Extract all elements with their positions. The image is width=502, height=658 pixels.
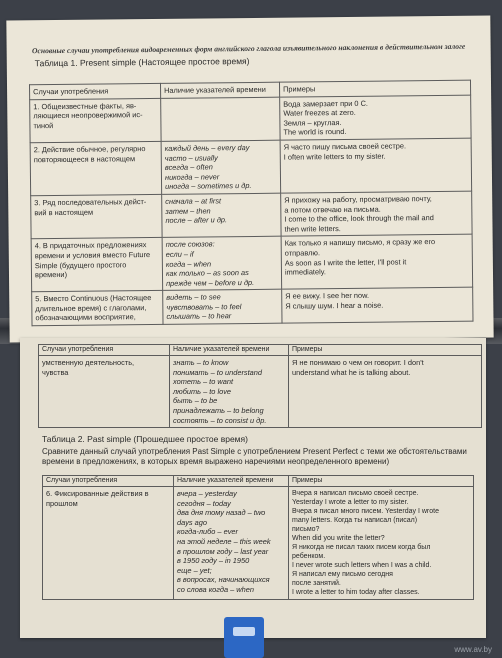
- cell-line: иногда – sometimes и др.: [165, 181, 252, 192]
- cell-line: Я не понимаю о чем он говорит. I don't: [292, 358, 424, 367]
- cell-line: then write letters.: [284, 223, 341, 234]
- markers-cell: [161, 140, 281, 194]
- markers-cell: [162, 236, 282, 290]
- cell-line: времени и условия вместо Future: [34, 249, 151, 261]
- header-cell: Наличие указателей времени: [170, 345, 289, 356]
- cell-line: отправлю.: [284, 248, 321, 258]
- cell-line: принадлежать – to belong: [173, 405, 264, 415]
- table1-continued-header: [39, 345, 482, 356]
- table2-header-row: [43, 476, 474, 487]
- cell-line: после союзов:: [165, 239, 215, 250]
- cell-line: быть – to be: [173, 396, 218, 406]
- cell-line: 2. Действие обычное, регулярно: [33, 144, 146, 155]
- table-row: [31, 191, 472, 239]
- cell-line: 6. Фиксированные действия в: [46, 489, 149, 498]
- cell-line: Я прихожу на работу, просматриваю почту,: [284, 194, 432, 205]
- cell-line: вчера – yesterday: [177, 489, 237, 498]
- table-row: [39, 356, 482, 428]
- header-cell: Примеры: [289, 345, 482, 356]
- watermark: www.av.by: [454, 645, 492, 654]
- cell-line: Water freezes at zero.: [283, 108, 356, 118]
- cell-line: Simple (будущего простого: [34, 259, 127, 270]
- markers-cell: [163, 289, 282, 324]
- cell-line: любить – to love: [173, 386, 232, 396]
- cell-line: после – after и др.: [165, 215, 228, 226]
- header-cell: Наличие указателей времени: [174, 476, 289, 487]
- cell-line: в 1950 году – in 1950: [177, 556, 250, 566]
- cell-line: Я никогда не писал таких писем когда был: [292, 544, 431, 551]
- cell-line: в вопросах, начинающихся: [177, 575, 270, 585]
- cell-line: когда-либо – ever: [177, 527, 238, 537]
- cell-line: после занятий.: [292, 580, 341, 587]
- table2-intro: Сравните данный случай употребления Past Simple с употреблением Present Perfect с теми же обстоятельствами времени в предложениях, в которых время выражено наречиями неопределенного времени): [42, 447, 467, 466]
- cell-line: если – if: [165, 249, 194, 259]
- cell-line: чувства: [42, 367, 69, 377]
- cell-line: Я ее вижу. I see her now.: [285, 291, 370, 301]
- cell-line: два дня тому назад – two: [177, 508, 266, 518]
- header-cell: Случаи употребления: [43, 476, 174, 487]
- cell-line: состоять – to consist и др.: [173, 415, 267, 425]
- examples-cell: [281, 191, 472, 236]
- cell-line: ляющиеся неопровержимой ис-: [33, 110, 143, 121]
- cell-line: days ago: [177, 517, 207, 527]
- bottom-page: [20, 338, 486, 638]
- use-cell: [39, 356, 170, 428]
- table-row: [43, 487, 474, 600]
- table1-continued: [38, 344, 482, 428]
- cell-line: I wrote a letter to him today after classes.: [292, 589, 420, 596]
- cell-line: Как только я напишу письмо, я сразу же его: [284, 237, 436, 248]
- use-cell: [32, 291, 163, 326]
- cell-line: обозначающими восприятие,: [35, 312, 136, 323]
- cell-line: Я слышу шум. I hear a noise.: [285, 300, 384, 311]
- table-row: [32, 287, 473, 325]
- cell-line: всегда – often: [164, 162, 213, 173]
- cell-line: 1. Общеизвестные факты, яв-: [33, 100, 137, 111]
- cell-line: повторяющееся в настоящем: [33, 153, 136, 164]
- cell-line: Я часто пишу письма своей сестре.: [283, 141, 407, 152]
- cell-line: прежде чем – before и др.: [166, 277, 255, 288]
- cell-line: чувствовать – to feel: [166, 301, 242, 312]
- cell-line: времени): [34, 270, 68, 280]
- cell-line: Yesterday I wrote a letter to my sister.: [292, 499, 409, 506]
- table1-body: [30, 95, 473, 326]
- table1: [29, 80, 474, 327]
- use-cell: [31, 238, 163, 292]
- cell-line: в прошлом году – last year: [177, 546, 269, 556]
- cell-line: тиной: [33, 120, 54, 131]
- markers-cell: [170, 356, 289, 428]
- examples-cell: [289, 487, 474, 600]
- cell-line: как только – as soon as: [165, 268, 249, 278]
- cell-line: знать – to know: [173, 358, 229, 367]
- cell-line: understand what he is talking about.: [292, 367, 411, 377]
- table-row: [30, 95, 471, 143]
- cell-line: затем – then: [165, 205, 211, 216]
- use-cell: [31, 194, 162, 239]
- header-cell: Случаи употребления: [39, 345, 170, 356]
- cell-line: сначала – at first: [165, 196, 222, 206]
- cell-line: слышать – to hear: [166, 311, 232, 322]
- header-cell: Случаи употребления: [30, 83, 161, 99]
- examples-cell: [281, 234, 473, 289]
- cell-line: I come to the office, look through the mail and: [284, 213, 434, 224]
- cell-line: длительное время) с глаголами,: [35, 302, 147, 314]
- page-heading: Основные случаи употребления видовременных форм английского глагола изъявительного наклонения в действительном залоге: [31, 41, 466, 56]
- use-cell: [43, 487, 174, 600]
- cell-line: письмо?: [292, 526, 320, 533]
- binder-clip: [224, 617, 264, 658]
- markers-cell: [174, 487, 289, 600]
- cell-line: со слова когда – when: [177, 584, 254, 594]
- markers-cell: [162, 193, 281, 238]
- cell-line: Земля – круглая.: [283, 117, 342, 128]
- table-row: [31, 234, 473, 292]
- cell-line: many letters. Когда ты написал (писал): [292, 517, 418, 524]
- cell-line: умственную деятельность,: [42, 358, 135, 367]
- cell-line: 5. Вместо Continuous (Настоящее: [35, 293, 152, 304]
- cell-line: Вода замерзает при 0 С.: [283, 98, 368, 109]
- cell-line: на этой неделе – this week: [177, 536, 271, 546]
- cell-line: Вчера я написал письмо своей сестре.: [292, 490, 419, 497]
- cell-line: immediately.: [284, 267, 326, 277]
- header-cell: Наличие указателей времени: [160, 82, 279, 98]
- cell-line: ребенком.: [292, 553, 326, 560]
- cell-line: когда – when: [165, 258, 212, 269]
- header-cell: Примеры: [289, 476, 474, 487]
- cell-line: The world is round.: [283, 127, 347, 138]
- cell-line: As soon as I write the letter, I'll post it: [284, 256, 407, 268]
- header-cell: Примеры: [279, 80, 470, 97]
- cell-line: 4. В придаточных предложениях: [34, 240, 147, 251]
- table1-caption: Таблица 1. Present simple (Настоящее простое время): [34, 55, 250, 69]
- cell-line: сегодня – today: [177, 498, 231, 508]
- use-cell: [30, 98, 161, 143]
- cell-line: Вчера я писал много писем. Yesterday I wrote: [292, 508, 439, 515]
- cell-line: I often write letters to my sister.: [283, 151, 386, 162]
- markers-cell: [161, 97, 280, 142]
- top-page: [6, 15, 493, 342]
- cell-line: вий в настоящем: [34, 207, 94, 217]
- table-row: [30, 138, 472, 196]
- cell-line: Я написал ему письмо сегодня: [292, 571, 393, 578]
- cell-line: хотеть – to want: [173, 377, 233, 387]
- cell-line: видеть – to see: [166, 292, 221, 303]
- cell-line: никогда – never: [164, 172, 220, 182]
- cell-line: I never wrote such letters when I was a child.: [292, 562, 432, 569]
- cell-line: прошлом: [46, 498, 78, 508]
- cell-line: 3. Ряд последовательных дейст-: [34, 197, 147, 208]
- cell-line: каждый день – every day: [164, 142, 250, 153]
- use-cell: [30, 141, 162, 195]
- table2: [42, 475, 474, 600]
- cell-line: When did you write the letter?: [292, 535, 385, 542]
- cell-line: а потом отвечаю на письма.: [284, 204, 381, 215]
- examples-cell: [289, 356, 482, 428]
- examples-cell: [280, 95, 471, 140]
- table2-caption: Таблица 2. Past simple (Прошедшее простое время): [42, 434, 248, 444]
- cell-line: понимать – to understand: [173, 367, 262, 377]
- cell-line: еще – yet;: [177, 565, 212, 575]
- cell-line: часто – usually: [164, 152, 218, 163]
- examples-cell: [280, 138, 472, 193]
- examples-cell: [282, 287, 473, 323]
